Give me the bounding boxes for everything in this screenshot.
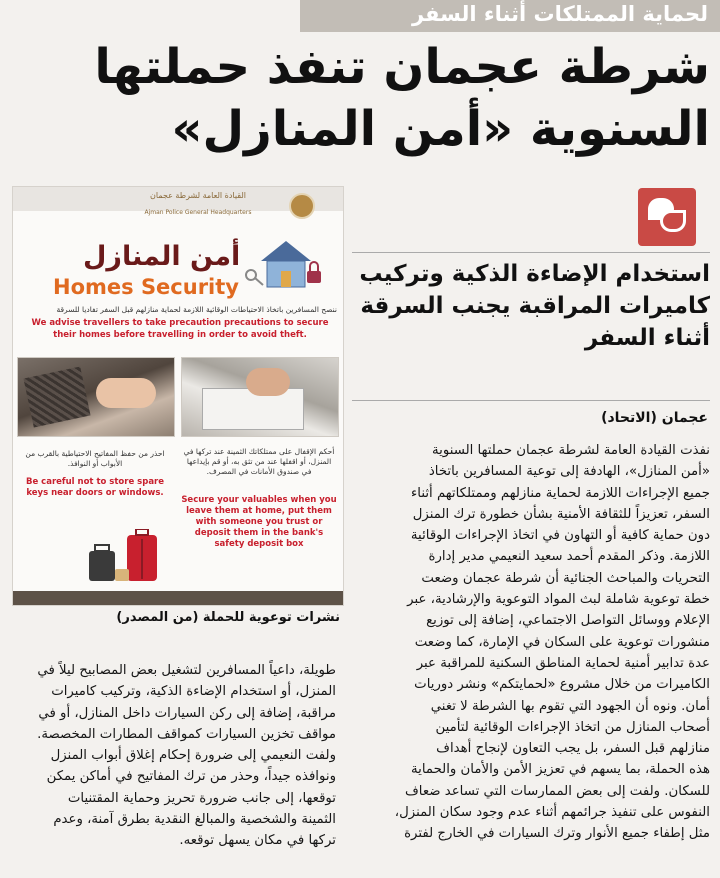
poster-footer-bar: [13, 591, 343, 605]
body-line: دون حماية كافية أو التهاون في اتخاذ الإجراءات الوقائية: [410, 528, 710, 544]
poster-police-name: القيادة العامة لشرطة عجمان: [150, 191, 246, 200]
poster-notice-arabic: ننصح المسافرين باتخاذ الاحتياطات الوقائية اللازمة لحماية منازلهم قبل السفر تفاديا للسرقة: [56, 305, 337, 314]
body-line: مراقبة، إضافة إلى ركن السيارات داخل المنازل، أو في: [38, 705, 336, 721]
poster-title-english: Homes Security: [53, 275, 239, 299]
subheadline-line: استخدام الإضاءة الذكية وتركيب: [359, 261, 710, 287]
body-line: المنزل، أو استخدام الإضاءة الذكية، وتركيب كاميرات: [51, 684, 336, 700]
body-line: للسكان. ولفت إلى بعض الممارسات التي تساعد ضعاف: [405, 783, 710, 799]
body-line: «أمن المنازل»، الهادفة إلى توعية المسافرين باتخاذ: [428, 464, 710, 480]
doormat-photo: [17, 357, 175, 437]
subheadline-line: أثناء السفر: [584, 325, 710, 351]
body-line: النفوس على تنفيذ جرائمهم أثناء عدم وجود سكان المنزل،: [394, 805, 710, 821]
tip-spare-keys-arabic: احذر من حفظ المفاتيح الاحتياطية بالقرب من الأبواب أو النوافذ.: [25, 449, 165, 468]
poster-title-arabic: أمن المنازل: [83, 241, 241, 272]
byline: عجمان (الاتحاد): [601, 410, 708, 426]
tip-valuables-arabic: أحكم الإقفال على ممتلكاتك الثمينة عند تركها في المنزل، أو اقفلها عند من تثق به، أو قم بإيداعها في صندوق الأمانات في المصرف.: [183, 447, 335, 476]
tip-spare-keys-english: Be careful not to store spare keys near doors or windows.: [25, 477, 165, 498]
body-line: جميع الإجراءات اللازمة لحماية منازلهم وممتلكاتهم أثناء: [411, 485, 710, 501]
body-line: الإعلام ووسائل التواصل الاجتماعي، إضافة إلى توزيع: [426, 613, 710, 629]
article-body-left-column: [10, 660, 336, 852]
body-line: اللازمة. وذكر المقدم أحمد سعيد النعيمي مدير إدارة: [428, 549, 710, 565]
valuables-drawer-photo: [181, 357, 339, 437]
headline: [94, 36, 710, 160]
body-line: هذه الحملة، بما يسهم في تعزيز الأمن والأمان والحماية: [411, 762, 710, 778]
body-line: السفر، تعزيزاً للثقافة الأمنية بشأن خطورة ترك المنزل: [412, 506, 710, 522]
body-line: نفذت القيادة العامة لشرطة عجمان حملتها السنوية: [432, 443, 710, 458]
body-line: خطة توعوية شاملة لبث المواد التوعوية والإرشادية، عبر: [407, 592, 710, 608]
subheadline: [360, 258, 710, 354]
body-line: تركها في مكان يسهل توقعه.: [179, 833, 336, 849]
article-body-right-column: [346, 440, 710, 845]
body-line: التحريات والمباحث الجنائية أن شرطة عجمان وضعت: [421, 570, 710, 586]
body-line: منازلهم قبل السفر، بل يجب التعاون لإنجاح أهداف: [436, 741, 710, 757]
house-lock-icon: [241, 231, 331, 293]
body-line: ونوافذه جيداً، وحذر من ترك المفاتيح في أماكن يمكن: [46, 769, 336, 785]
headline-line: السنوية «أمن المنازل»: [171, 101, 710, 157]
section-header: [300, 0, 720, 32]
section-title: لحماية الممتلكات أثناء السفر: [411, 2, 708, 26]
body-line: منشورات توعوية على السكان في الإمارة، كما وضعت: [414, 634, 710, 650]
body-line: أمان. ونوه أن الجهود التي تقوم بها الشرطة لا تغني: [430, 698, 710, 714]
headline-line: شرطة عجمان تنفذ حملتها: [94, 39, 710, 95]
body-line: طويلة، داعياً المسافرين لتشغيل بعض المصابيح ليلاً في: [37, 663, 336, 678]
divider: [352, 400, 710, 401]
police-emblem-icon: [289, 193, 315, 219]
awareness-poster: [12, 186, 344, 606]
body-line: الكاميرات من خلال مشروع «لحمايتكم» ونشر دوريات: [414, 677, 710, 693]
quote-icon: [638, 188, 696, 246]
tip-valuables-english: Secure your valuables when you leave them at home, put them with someone you trust or deposit them in the bank's safety deposit box: [181, 495, 337, 549]
body-line: مواقف تخزين السيارات كمواقف المطارات المخصصة.: [37, 726, 336, 742]
poster-police-name-en: Ajman Police General Headquarters: [144, 209, 252, 216]
body-line: مثل إطفاء جميع الأنوار وترك السيارات في الخارج لفترة: [404, 826, 710, 842]
luggage-icon: [81, 529, 171, 585]
subheadline-line: كاميرات المراقبة يجنب السرقة: [360, 293, 710, 319]
body-line: الثمينة والشخصية والمبالغ النقدية بطرق آمنة، وعدم: [53, 812, 336, 828]
body-line: عدة تدابير أمنية لحماية المناطق السكنية للمراقبة عبر: [416, 655, 710, 671]
image-caption: نشرات توعوية للحملة (من المصدر): [116, 610, 340, 625]
body-line: توقعها، إلى جانب ضرورة تحريز وحماية المقتنيات: [67, 790, 336, 806]
body-line: أصحاب المنازل من اتخاذ الإجراءات الوقائية لتأمين: [435, 719, 710, 735]
body-line: ولفت النعيمي إلى ضرورة إحكام إغلاق أبواب المنزل: [50, 748, 336, 764]
divider: [352, 252, 710, 253]
poster-notice-english: We advise travellers to take precaution precautions to secure their homes before travelling in order to avoid theft.: [31, 318, 329, 340]
